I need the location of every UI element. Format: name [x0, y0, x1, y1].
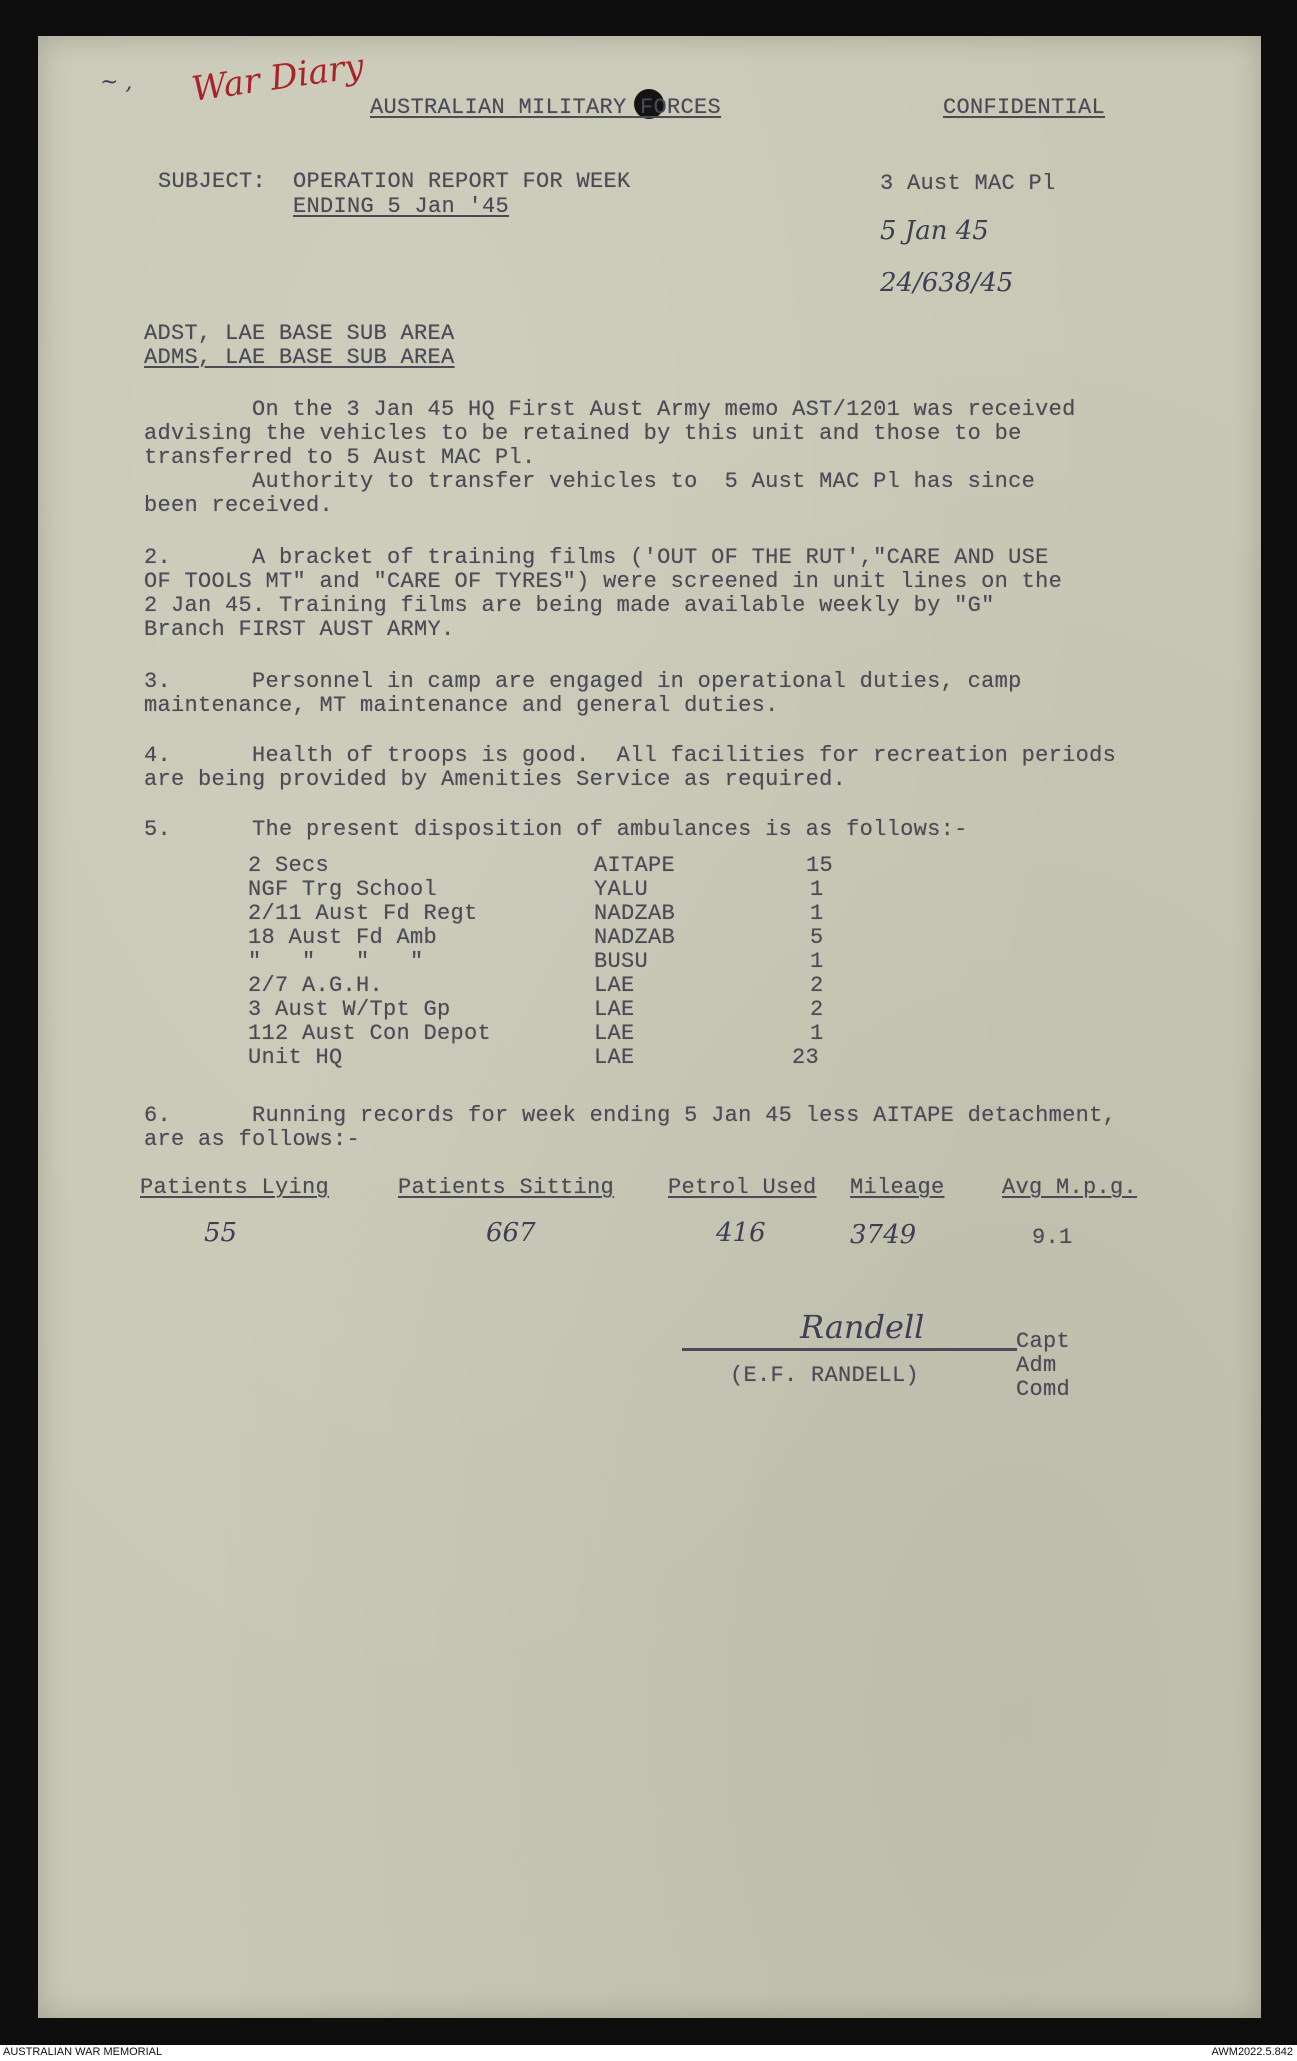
unit-designation: 3 Aust MAC Pl [880, 171, 1056, 196]
disposition-count: 1 [810, 901, 824, 926]
disposition-unit: NGF Trg School [248, 877, 438, 902]
records-header: Petrol Used [668, 1175, 817, 1200]
para4-line: are being provided by Amenities Service as required. [144, 767, 847, 792]
report-date: 5 Jan 45 [880, 216, 989, 246]
disposition-unit: " " " " [248, 949, 424, 974]
subject-line-1: OPERATION REPORT FOR WEEK [293, 169, 631, 194]
records-header: Patients Lying [140, 1175, 330, 1200]
para6-line: 6. Running records for week ending 5 Jan 45 less AITAPE detachment, [144, 1103, 1117, 1128]
disposition-location: AITAPE [594, 853, 676, 878]
disposition-unit: 2/11 Aust Fd Regt [248, 901, 478, 926]
disposition-count: 2 [810, 997, 824, 1022]
signature: Randell [800, 1308, 925, 1346]
subject-line-2: ENDING 5 Jan '45 [293, 194, 510, 219]
disposition-count: 1 [810, 949, 824, 974]
signatory-title: Adm [1016, 1353, 1057, 1378]
records-value: 667 [486, 1218, 536, 1248]
para1-line: On the 3 Jan 45 HQ First Aust Army memo AST/1201 was received [144, 397, 1076, 422]
disposition-location: BUSU [594, 949, 649, 974]
para1-line: transferred to 5 Aust MAC Pl. [144, 445, 536, 470]
disposition-count: 5 [810, 925, 824, 950]
disposition-count: 15 [806, 853, 834, 878]
reference-number: 24/638/45 [880, 268, 1014, 298]
signatory-title: Comd [1016, 1377, 1071, 1402]
para6-line: are as follows:- [144, 1127, 361, 1152]
disposition-unit: 2/7 A.G.H. [248, 973, 384, 998]
handwritten-war-diary: War Diary [189, 46, 367, 110]
disposition-unit: 2 Secs [248, 853, 330, 878]
para4-line: 4. Health of troops is good. All facilities for recreation periods [144, 743, 1117, 768]
addressee-1: ADST, LAE BASE SUB AREA [144, 321, 455, 346]
disposition-location: LAE [594, 997, 635, 1022]
disposition-count: 1 [810, 877, 824, 902]
disposition-location: LAE [594, 1045, 635, 1070]
footer-accession: AWM2022.5.842 [1211, 2046, 1293, 2058]
records-value: 416 [716, 1218, 766, 1248]
disposition-location: LAE [594, 973, 635, 998]
disposition-location: YALU [594, 877, 649, 902]
para3-line: 3. Personnel in camp are engaged in operational duties, camp [144, 669, 1022, 694]
records-header: Patients Sitting [398, 1175, 615, 1200]
records-value: 9.1 [1032, 1225, 1073, 1250]
disposition-count: 1 [810, 1021, 824, 1046]
addressee-2: ADMS, LAE BASE SUB AREA [144, 345, 455, 370]
records-header: Mileage [850, 1175, 945, 1200]
disposition-location: NADZAB [594, 925, 676, 950]
disposition-count: 2 [810, 973, 824, 998]
signature-line [682, 1348, 1017, 1351]
disposition-unit: 112 Aust Con Depot [248, 1021, 492, 1046]
margin-mark: ~ , [100, 70, 133, 95]
para2-line: OF TOOLS MT" and "CARE OF TYRES") were screened in unit lines on the [144, 569, 1063, 594]
records-value: 55 [204, 1218, 238, 1248]
disposition-unit: 3 Aust W/Tpt Gp [248, 997, 451, 1022]
classification-label: CONFIDENTIAL [943, 95, 1106, 120]
para1-line: been received. [144, 493, 334, 518]
para2-line: 2 Jan 45. Training films are being made available weekly by "G" [144, 593, 995, 618]
para3-line: maintenance, MT maintenance and general duties. [144, 693, 779, 718]
para2-line: 2. A bracket of training films ('OUT OF THE RUT',"CARE AND USE [144, 545, 1049, 570]
disposition-unit: Unit HQ [248, 1045, 343, 1070]
para2-line: Branch FIRST AUST ARMY. [144, 617, 455, 642]
signatory-rank: Capt [1016, 1329, 1071, 1354]
footer-institution: AUSTRALIAN WAR MEMORIAL [3, 2046, 163, 2058]
disposition-location: NADZAB [594, 901, 676, 926]
subject-label: SUBJECT: [158, 169, 267, 194]
records-header: Avg M.p.g. [1002, 1175, 1138, 1200]
para1-line: advising the vehicles to be retained by this unit and those to be [144, 421, 1022, 446]
disposition-location: LAE [594, 1021, 635, 1046]
disposition-unit: 18 Aust Fd Amb [248, 925, 438, 950]
records-value: 3749 [850, 1220, 917, 1250]
para5-intro: 5. The present disposition of ambulances is as follows:- [144, 817, 968, 842]
signatory-name: (E.F. RANDELL) [730, 1363, 920, 1388]
disposition-count: 23 [792, 1045, 820, 1070]
organisation-heading: AUSTRALIAN MILITARY FORCES [370, 95, 722, 120]
para1-line: Authority to transfer vehicles to 5 Aust MAC Pl has since [144, 469, 1036, 494]
archive-footer [0, 2045, 1297, 2061]
